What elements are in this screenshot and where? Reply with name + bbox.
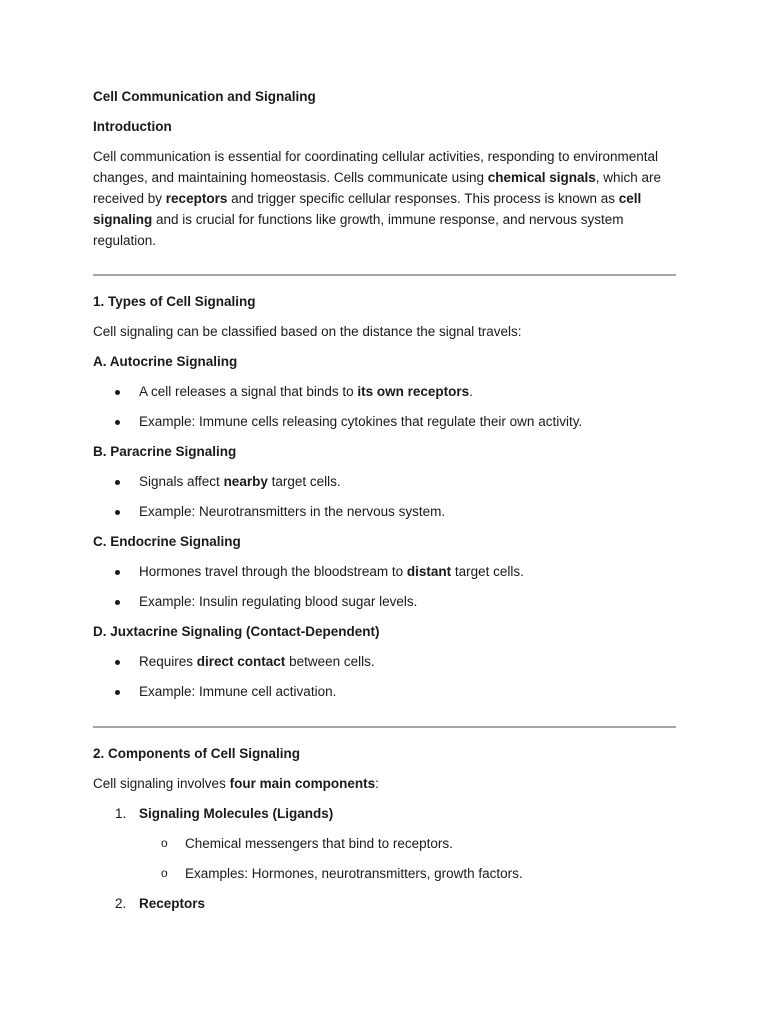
bullet-icon [115, 690, 120, 695]
list-item-text: Signals affect [139, 474, 224, 489]
bullet-icon [115, 660, 120, 665]
circle-bullet-icon: o [161, 836, 168, 850]
bullet-icon [115, 570, 120, 575]
circle-bullet-icon: o [161, 866, 168, 880]
sub-list-item [93, 863, 676, 884]
list-item-bold: distant [406, 564, 452, 579]
section2-lead-text: Cell signaling involves [93, 776, 230, 791]
section1-heading: 1. Types of Cell Signaling [93, 294, 256, 309]
intro-text-2: , which are received by [93, 170, 662, 206]
intro-heading: Introduction [93, 119, 172, 134]
numbered-item-label: Receptors [139, 896, 206, 911]
list-item-bold: its own receptors [357, 384, 470, 399]
list-item-text: Example: Neurotransmitters in the nervous system. [139, 504, 446, 519]
numbered-item-receptors [93, 893, 676, 914]
section2-lead-text: : [375, 776, 379, 791]
sub-list-item-text: Examples: Hormones, neurotransmitters, growth factors. [185, 866, 523, 881]
numbered-item-label: Signaling Molecules (Ligands) [139, 806, 334, 821]
list-item-text: target cells. [451, 564, 524, 579]
section2-lead-bold: four main components [229, 776, 376, 791]
list-number: 2. [115, 896, 127, 911]
list-item-text: A cell releases a signal that binds to [139, 384, 358, 399]
list-item [93, 471, 676, 492]
intro-text-1: Cell communication is essential for coordinating cellular activities, responding to environmental changes, and maintaining homeostasis. Cells communicate using [93, 149, 659, 185]
numbered-item-signaling-molecules [93, 803, 676, 824]
list-item-text: . [469, 384, 473, 399]
list-item-text: Example: Immune cells releasing cytokines that regulate their own activity. [139, 414, 583, 429]
bullet-icon [115, 510, 120, 515]
list-item [93, 561, 676, 582]
intro-paragraph [93, 146, 676, 251]
intro-bold-cell-signaling: cell signaling [93, 191, 642, 227]
section1-lead: Cell signaling can be classified based on the distance the signal travels: [93, 324, 522, 339]
bullet-icon [115, 390, 120, 395]
list-item [93, 681, 676, 702]
section2-lead [93, 773, 676, 794]
list-item-text: between cells. [285, 654, 375, 669]
list-item-bold: direct contact [196, 654, 286, 669]
document-page [93, 86, 676, 914]
sub-list-item-text: Chemical messengers that bind to receptors. [185, 836, 453, 851]
list-item [93, 651, 676, 672]
document-title: Cell Communication and Signaling [93, 89, 316, 104]
bullet-icon [115, 420, 120, 425]
list-item [93, 381, 676, 402]
bullet-icon [115, 480, 120, 485]
list-item [93, 591, 676, 612]
list-item-text: Requires [139, 654, 197, 669]
section2-heading: 2. Components of Cell Signaling [93, 746, 301, 761]
juxtacrine-heading: D. Juxtacrine Signaling (Contact-Dependent) [93, 624, 380, 639]
intro-bold-chemical-signals: chemical signals [487, 170, 596, 185]
paracrine-heading: B. Paracrine Signaling [93, 444, 237, 459]
list-item-text: Hormones travel through the bloodstream to [139, 564, 407, 579]
list-item-text: target cells. [267, 474, 341, 489]
intro-bold-receptors: receptors [165, 191, 228, 206]
intro-text-4: and is crucial for functions like growth, immune response, and nervous system regulation. [93, 212, 624, 248]
list-item [93, 501, 676, 522]
list-item [93, 411, 676, 432]
list-number: 1. [115, 806, 127, 821]
endocrine-heading: C. Endocrine Signaling [93, 534, 241, 549]
list-item-bold: nearby [223, 474, 268, 489]
list-item-text: Example: Immune cell activation. [139, 684, 337, 699]
list-item-text: Example: Insulin regulating blood sugar levels. [139, 594, 418, 609]
bullet-icon [115, 600, 120, 605]
autocrine-heading: A. Autocrine Signaling [93, 354, 238, 369]
sub-list-item [93, 833, 676, 854]
intro-text-3: and trigger specific cellular responses. This process is known as [227, 191, 619, 206]
